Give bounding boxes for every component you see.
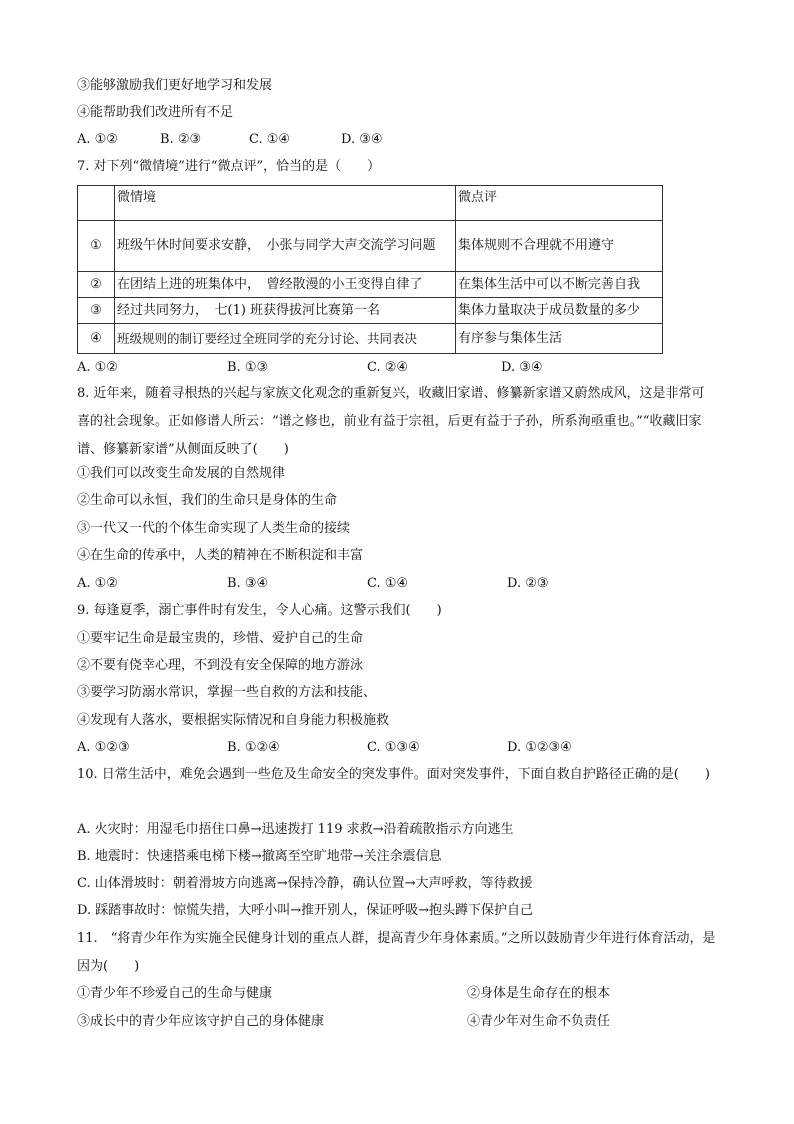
table-cell-comment: 在集体生活中可以不断完善自我: [456, 272, 663, 298]
q7-question: 7. 对下列“微情境”进行“微点评”，恰当的是（ ）: [77, 159, 381, 174]
table-cell-scene: 在团结上进的班集体中， 曾经散漫的小王变得自律了: [115, 272, 456, 298]
q8-option-b[interactable]: B. ③④: [227, 576, 269, 591]
q9-item: ③要学习防溺水常识，掌握一些自救的方法和技能、: [77, 685, 377, 700]
q10-option-d[interactable]: D. 踩踏事故时：惊慌失措，大呼小叫→推开别人，保证呼吸→抱头蹲下保护自己: [77, 903, 534, 918]
q6-option-a[interactable]: A. ①②: [77, 132, 118, 147]
table-cell-num: ④: [78, 324, 115, 354]
q6-option-b[interactable]: B. ②③: [160, 132, 202, 147]
table-header-cell: 微点评: [456, 186, 663, 221]
table-header-cell: [78, 186, 115, 221]
table-row: [78, 221, 663, 272]
table-cell-scene: 班级午休时间要求安静， 小张与同学大声交流学习问题: [115, 221, 456, 272]
q11-question: 11. “将青少年作为实施全民健身计划的重点人群，提高青少年身体素质。”之所以鼓励青少年进行体育活动，是因为( ): [77, 931, 716, 974]
q8-option-c[interactable]: C. ①④: [367, 576, 409, 591]
table-cell-comment: 有序参与集体生活: [456, 324, 663, 354]
q8-item: ①我们可以改变生命发展的自然规律: [77, 466, 286, 481]
q9-option-c[interactable]: C. ①③④: [367, 740, 420, 755]
q10-question: 10. 日常生活中，难免会遇到一些危及生命安全的突发事件。面对突发事件，下面自救自护路径正确的是( ): [77, 767, 710, 782]
q7-option-c[interactable]: C. ②④: [367, 360, 409, 375]
q9-option-b[interactable]: B. ①②④: [227, 740, 280, 755]
table-header-row: [78, 186, 663, 221]
q8-option-d[interactable]: D. ②③: [507, 576, 549, 591]
table-cell-num: ①: [78, 221, 115, 272]
q10-option-a[interactable]: A. 火灾时：用湿毛巾捂住口鼻→迅速拨打 119 求救→沿着疏散指示方向逃生: [77, 822, 514, 837]
q11-item: ①青少年不珍爱自己的生命与健康: [77, 986, 273, 1001]
table-cell-scene: 班级规则的制订要经过全班同学的充分讨论、共同表决: [115, 324, 456, 354]
table-row: [78, 272, 663, 298]
table-cell-comment: 集体规则不合理就不用遵守: [456, 221, 663, 272]
q10-option-c[interactable]: C. 山体滑坡时：朝着滑坡方向逃离→保持冷静，确认位置→大声呼救，等待救援: [77, 876, 533, 891]
q11-item: ③成长中的青少年应该守护自己的身体健康: [77, 1014, 325, 1029]
q9-option-a[interactable]: A. ①②③: [77, 740, 130, 755]
table-cell-num: ②: [78, 272, 115, 298]
q6-option-d[interactable]: D. ③④: [341, 132, 383, 147]
table-header-cell: 微情境: [115, 186, 456, 221]
q8-item: ④在生命的传承中，人类的精神在不断积淀和丰富: [77, 548, 364, 563]
q7-option-d[interactable]: D. ③④: [501, 360, 543, 375]
q9-item: ②不要有侥幸心理，不到没有安全保障的地方游泳: [77, 658, 364, 673]
q8-item: ②生命可以永恒，我们的生命只是身体的生命: [77, 493, 338, 508]
q8-option-a[interactable]: A. ①②: [77, 576, 118, 591]
table-row: [78, 298, 663, 324]
q9-question: 9. 每逢夏季，溺亡事件时有发生，令人心痛。这警示我们( ): [77, 603, 442, 618]
table-cell-num: ③: [78, 298, 115, 324]
q11-item: ②身体是生命存在的根本: [467, 986, 611, 1001]
q10-option-b[interactable]: B. 地震时：快速搭乘电梯下楼→撤离至空旷地带→关注余震信息: [77, 849, 442, 864]
table-cell-scene: 经过共同努力， 七(1) 班获得拔河比赛第一名: [115, 298, 456, 324]
q7-table: [77, 185, 663, 354]
q6-option-c[interactable]: C. ①④: [249, 132, 291, 147]
q8-question: 8. 近年来，随着寻根热的兴起与家族文化观念的重新复兴，收藏旧家谱、修纂新家谱又蔚然成风，这是非常可喜的社会现象。正如修谱人所云：“谱之修也，前业有益于宗祖，后更有益于子孙，所系洵亟重也。”“收藏旧家谱、修纂新家谱”从侧面反映了( ): [77, 386, 705, 457]
q9-item: ④发现有人落水，要根据实际情况和自身能力积极施救: [77, 713, 390, 728]
q6-item-4: ④能帮助我们改进所有不足: [77, 105, 234, 120]
q11-item: ④青少年对生命不负责任: [467, 1014, 611, 1029]
table-cell-comment: 集体力量取决于成员数量的多少: [456, 298, 663, 324]
q7-option-b[interactable]: B. ①③: [227, 360, 269, 375]
table-row: [78, 324, 663, 354]
q9-option-d[interactable]: D. ①②③④: [507, 740, 572, 755]
q6-item-3: ③能够激励我们更好地学习和发展: [77, 78, 273, 93]
q7-option-a[interactable]: A. ①②: [77, 360, 118, 375]
q9-item: ①要牢记生命是最宝贵的，珍惜、爱护自己的生命: [77, 631, 364, 646]
q8-item: ③一代又一代的个体生命实现了人类生命的接续: [77, 521, 351, 536]
